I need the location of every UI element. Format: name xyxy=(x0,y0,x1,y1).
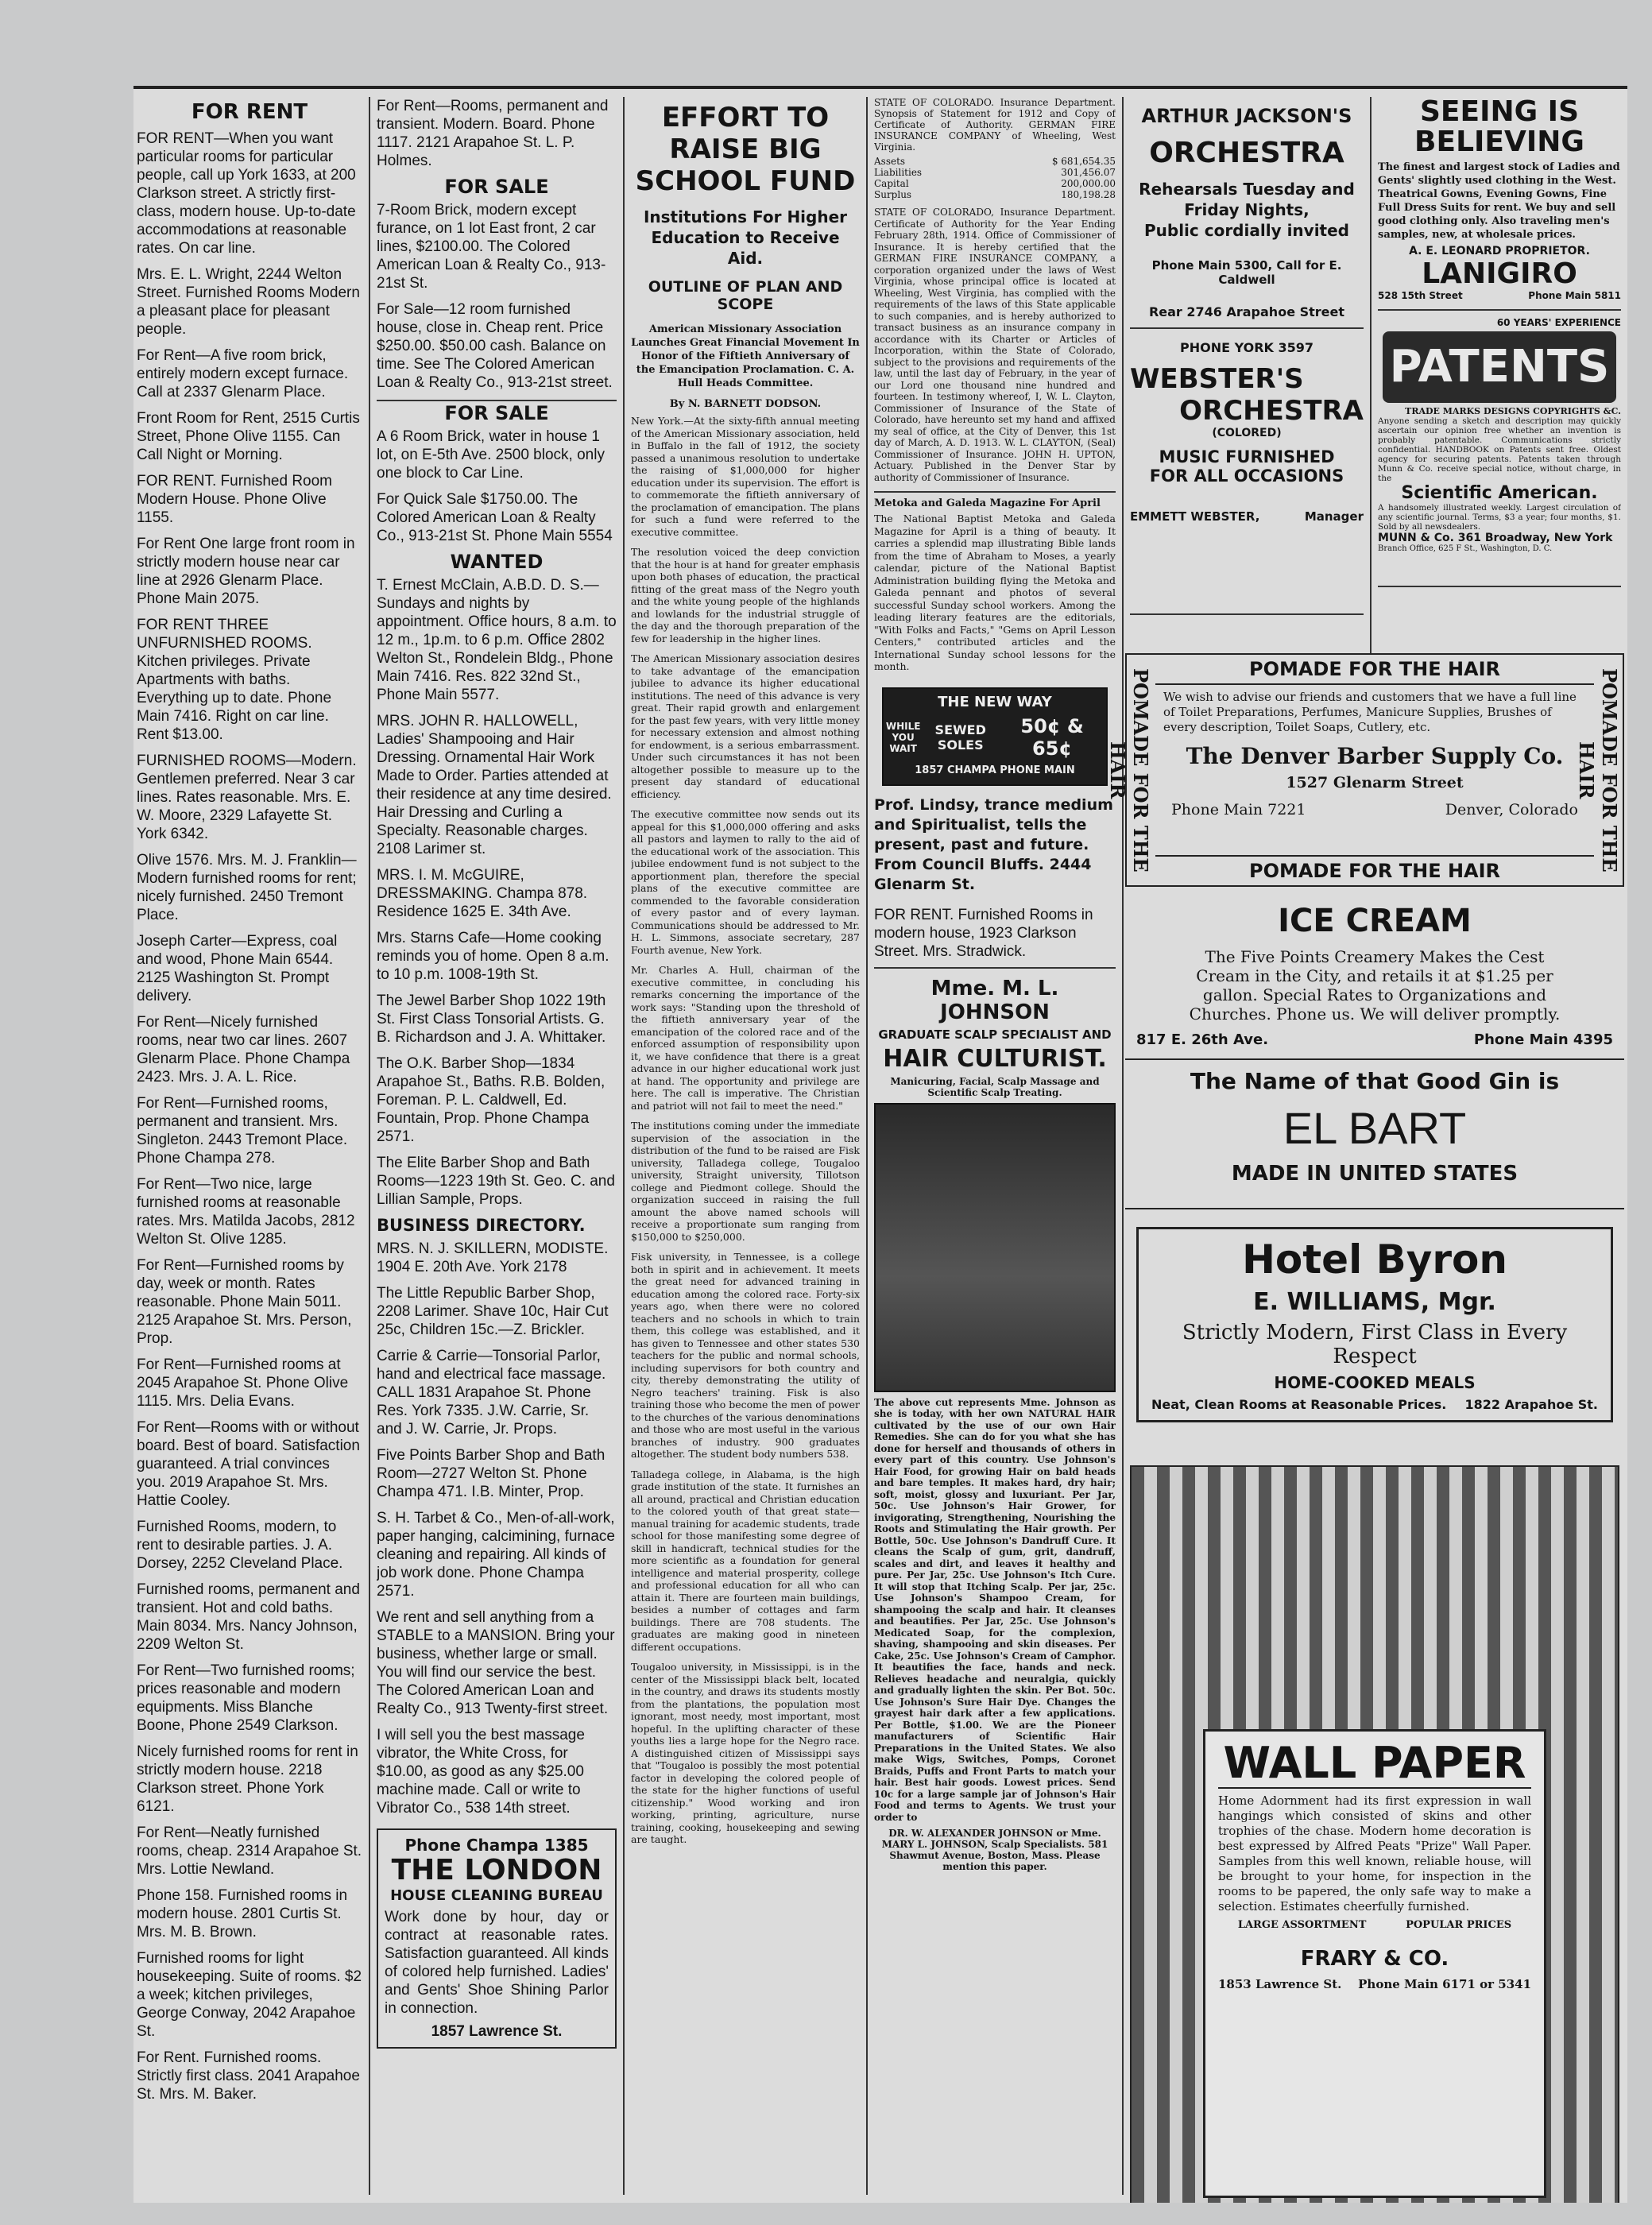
new-way-left: WHILE YOU WAIT xyxy=(885,720,921,754)
london-phone: Phone Champa 1385 xyxy=(404,1836,589,1855)
financial-value: $ 681,654.35 xyxy=(1051,156,1116,167)
financial-label: Liabilities xyxy=(874,167,923,178)
pomade-city: Denver, Colorado xyxy=(1445,801,1578,818)
classified-ad: For Rent One large front room in strictly modern house near car line at 2926 Glenarm Place. Phone Main 2075. xyxy=(137,536,355,607)
wanted-ad: Mrs. Starns Cafe—Home cooking reminds you of home. Open 8 a.m. to 10 p.m. 1008-19th St. xyxy=(377,930,609,983)
sale-ad: A 6 Room Brick, water in house 1 lot, on E-5th Ave. 2500 block, only one block to Car Line. xyxy=(377,428,605,482)
byron-address: 1822 Arapahoe St. xyxy=(1464,1397,1598,1412)
metoka-title: Metoka and Galeda Magazine For April xyxy=(874,497,1101,509)
patents-title: PATENTS xyxy=(1383,331,1616,403)
johnson-ad xyxy=(874,977,1116,1873)
pomade-bottom: POMADE FOR THE HAIR xyxy=(1155,855,1594,885)
lanigiro-address: 528 15th Street xyxy=(1378,290,1463,301)
hotel-byron-ad xyxy=(1136,1227,1613,1422)
johnson-footer: DR. W. ALEXANDER JOHNSON or Mme. MARY L. JOHNSON, Scalp Specialists. 581 Shawmut Avenue, Boston, Mass. Please mention this paper. xyxy=(881,1828,1108,1872)
webster-name: WEBSTER'S xyxy=(1130,363,1304,395)
byron-manager: E. WILLIAMS, Mgr. xyxy=(1253,1288,1496,1316)
classified-ad: For Rent—Neatly furnished rooms, cheap. 2314 Arapahoe St. Mrs. Lottie Newland. xyxy=(137,1824,362,1878)
london-ad xyxy=(377,1828,617,2049)
classified-ad: FOR RENT—When you want particular rooms for particular people, call up York 1633, at 200 Clarkson street. A strictly first-class, modern house. Up-to-date accommodations at reasonable rates. On car line. xyxy=(137,130,356,257)
classified-ad: For Rent. Furnished rooms. Strictly first class. 2041 Arapahoe St. Mrs. M. Baker. xyxy=(137,2049,360,2103)
for-sale-ads-2 xyxy=(377,428,617,545)
ice-cream-address: 817 E. 26th Ave. xyxy=(1136,1031,1269,1048)
article-paragraph: The resolution voiced the deep conviction that the hour is at hand for greater emphasis upon both phases of education, the practical fitting of the great mass of the Negro youth and the white young people of the highlands and lowlands for the industrial struggle of the day and the thorough preparation of the few for leadership in the higher lines. xyxy=(631,546,860,644)
wanted-ad: MRS. I. M. McGUIRE, DRESSMAKING. Champa 878. Residence 1625 E. 34th Ave. xyxy=(377,867,588,920)
lindsy-ad: Prof. Lindsy, trance medium and Spiritualist, tells the present, past and future. From Council Bluffs. 2444 Glenarm St. xyxy=(874,795,1113,893)
business-ad: S. H. Tarbet & Co., Men-of-all-work, paper hanging, calcimining, furnace cleaning and repairing. All kinds of job work done. Phone Champa 2571. xyxy=(377,1510,615,1600)
for-rent-column xyxy=(137,97,362,2195)
jackson-line1: Rehearsals Tuesday and Friday Nights, xyxy=(1139,180,1355,219)
patents-body-2: A handsomely illustrated weekly. Largest circulation of any scientific journal. Terms, $3 a year; four months, $1. Sold by all newsdealers. xyxy=(1378,503,1621,532)
financial-label: Surplus xyxy=(874,189,912,200)
new-way-price: 50¢ & 65¢ xyxy=(1020,714,1084,760)
business-ad: MRS. N. J. SKILLERN, MODISTE. 1904 E. 20th Ave. York 2178 xyxy=(377,1240,609,1275)
jackson-orchestra-ad xyxy=(1130,97,1364,329)
johnson-title: HAIR CULTURIST. xyxy=(883,1044,1107,1073)
jackson-line2: Public cordially invited xyxy=(1143,221,1349,240)
jackson-title: ORCHESTRA xyxy=(1149,137,1344,169)
business-ad: The Little Republic Barber Shop, 2208 Larimer. Shave 10c, Hair Cut 25c, Children 15c.—Z. Brickler. xyxy=(377,1285,609,1338)
pomade-address: 1527 Glenarm Street xyxy=(1286,774,1464,791)
classifieds-column-2 xyxy=(377,97,617,2195)
classified-ad: FOR RENT. Furnished Room Modern House. Phone Olive 1155. xyxy=(137,473,333,526)
for-sale-heading: FOR SALE xyxy=(444,176,549,198)
wall-paper-ad xyxy=(1130,1465,1619,2203)
johnson-services: Manicuring, Facial, Scalp Massage and Scientific Scalp Treating. xyxy=(890,1075,1100,1098)
business-ad: We rent and sell anything from a STABLE to a MANSION. Bring your business, whether large or small. You will find our service the best. The Colored American Loan and Realty Co., 913 Twenty-first street. xyxy=(377,1609,615,1717)
for-rent-ads xyxy=(137,130,362,2103)
wallpaper-tag2: POPULAR PRICES xyxy=(1406,1919,1512,1931)
el-bart-gin-ad xyxy=(1125,1060,1624,1209)
jackson-line3: Phone Main 5300, Call for E. Caldwell xyxy=(1151,258,1342,287)
classified-ad: Mrs. E. L. Wright, 2244 Welton Street. Furnished Rooms Modern a pleasant place for pleasant people. xyxy=(137,266,360,338)
metoka-body: The National Baptist Metoka and Galeda Magazine for April is a thing of beauty. It carries a splendid map illustrating Bible lands from the time of Abraham to Moses, a yearly calendar, picture of the National Baptist Administration building flying the Metoka and Galeda pennant and photos of several successful Sunday school workers. Among the leading literary features are the editorials, "With Folks and Facts," "Gems on April Lesson Centers," contributed articles and the International Sunday school lessons for the month. xyxy=(874,513,1116,672)
financial-row xyxy=(874,167,1116,178)
wanted-ads xyxy=(377,576,617,1209)
patents-marks: TRADE MARKS DESIGNS COPYRIGHTS &C. xyxy=(1405,406,1621,416)
classified-ad: Furnished rooms for light housekeeping. Suite of rooms. $2 a week; kitchen privileges, George Conway, 2042 Arapahoe St. xyxy=(137,1950,362,2040)
classified-ad: Phone 158. Furnished rooms in modern house. 2801 Curtis St. Mrs. M. B. Brown. xyxy=(137,1887,348,1941)
classified-ad: For Rent—A five room brick, entirely modern except furnace. Call at 2337 Glenarm Place. xyxy=(137,347,349,400)
classified-ad: Furnished Rooms, modern, to rent to desirable parties. J. A. Dorsey, 2252 Cleveland Place. xyxy=(137,1519,343,1572)
new-way-shoe-ad xyxy=(882,687,1108,786)
new-way-title: THE NEW WAY xyxy=(938,693,1052,710)
article-paragraph: Talladega college, in Alabama, is the high grade institution of the state. It furnishes an all around, practical and Christian education to the colored youth of that great state—manual training for academic students, trade school for those manifesting some degree of skill in handicraft, technical studies for the more scientific as a foundation for general intelligence and material prosperity, college and professional education for all who can attain it. There are fourteen main buildings, besides a number of cottages and farm buildings. There are 708 students. The graduates are making good in nineteen different occupations. xyxy=(631,1468,860,1653)
webster-manager: Manager xyxy=(1304,509,1364,524)
webster-phone: PHONE YORK 3597 xyxy=(1179,340,1314,355)
classified-ad: For Rent—Rooms with or without board. Best of board. Satisfaction guaranteed. A trial convinces you. 2019 Arapahoe St. Mrs. Hattie Cooley. xyxy=(137,1419,360,1509)
business-directory-ads xyxy=(377,1240,617,1817)
lanigiro-phone: Phone Main 5811 xyxy=(1528,290,1621,301)
pomade-company: The Denver Barber Supply Co. xyxy=(1186,743,1564,769)
insurance-certificate: STATE OF COLORADO, Insurance Department. Certificate of Authority for the Year Ending February 28th, 1914. Office of Commissioner of Insurance. It is hereby certified that the GERMAN FIRE INSURANCE COMPANY, a corporation organized under the laws of West Virginia, whose principal office is located at Wheeling, West Virginia, has complied with the requirements of the laws of this State applicable to such companies, and is hereby authorized to transact business as an insurance company in accordance with its Charter or Articles of Incorporation, within the State of Colorado, subject to the provisions and requirements of the law, until the last day of February, in the year of our Lord one thousand nine hundred and fourteen. In testimony whereof, I, W. L. Clayton, Commissioner of Insurance of the State of Colorado, have hereunto set my hand and affixed my seal of office, at the City of Denver, this 1st day of March, A. D. 1913. W. L. CLAYTON, (Seal) Commissioner of Insurance. JOHN H. UPTON, Actuary. Published in the Denver Star by authority of Commissioner of Insurance. xyxy=(874,207,1116,483)
london-body: Work done by hour, day or contract at reasonable rates. Satisfaction guaranteed. All kinds of colored help furnished. Ladies' and Gents' Shoe Shining Parlor in connection. xyxy=(385,1909,609,2017)
byron-name: Hotel Byron xyxy=(1242,1236,1507,1283)
wanted-ad: T. Ernest McClain, A.B.D. D. S.—Sundays and nights by appointment. Office hours, 8 a.m. to 12 m., 1p.m. to 6 p.m. Office 2802 Welton St., Rondelein Bldg., Phone Main 7416. Res. 822 32nd St., Phone Main 5577. xyxy=(377,577,617,703)
classified-ad: For Rent—Furnished rooms at 2045 Arapahoe St. Phone Olive 1115. Mrs. Delia Evans. xyxy=(137,1356,349,1410)
classified-ad: For Rent—Furnished rooms by day, week or month. Rates reasonable. Phone Main 5011. 2125 Arapahoe St. Mrs. Person, Prop. xyxy=(137,1257,352,1347)
webster-colored: (COLORED) xyxy=(1212,427,1282,439)
new-way-mid: SEWED SOLES xyxy=(934,722,986,753)
financial-row xyxy=(874,178,1116,189)
financial-row xyxy=(874,189,1116,200)
patents-branch: Branch Office, 625 F St., Washington, D. C. xyxy=(1378,544,1553,553)
byron-line3: Neat, Clean Rooms at Reasonable Prices. xyxy=(1151,1397,1447,1412)
business-ad: Carrie & Carrie—Tonsorial Parlor, hand and electrical face massage. CALL 1831 Arapahoe St. Phone Res. York 7335. J.W. Carrie, Sr. and J. W. Carrie, Jr. Props. xyxy=(377,1348,606,1438)
column-rule xyxy=(623,97,625,2195)
lanigiro-name: LANIGIRO xyxy=(1422,257,1577,290)
webster-orchestra-ad xyxy=(1130,329,1364,615)
for-rent-heading: FOR RENT xyxy=(191,100,308,124)
patents-ad xyxy=(1378,311,1621,587)
classified-ad: For Rent—Nicely furnished rooms, near two car lines. 2607 Glenarm Place. Phone Champa 2423. Mrs. J. A. L. Rice. xyxy=(137,1014,350,1085)
seeing-prop: A. E. LEONARD PROPRIETOR. xyxy=(1409,245,1590,257)
article-deck: American Missionary Association Launches Great Financial Movement In Honor of the Fiftieth Anniversary of the Emancipation Proclamation. C. A. Hull Heads Committee. xyxy=(631,323,860,389)
article-paragraph: The executive committee now sends out its appeal for this $1,000,000 offering and asks all pastors and laymen to rally to the aid of the educational work of the association. This jubilee endowment fund is not subject to the apportionment plan, therefore the special plans of the executive committee are commended to the favorable consideration of every pastor and of every layman. Communications should be addressed to Mr. H. L. Simmons, associate secretary, 287 Fourth avenue, New York. xyxy=(631,808,860,956)
wanted-ad: The Elite Barber Shop and Bath Rooms—1223 19th St. Geo. C. and Lillian Sample, Props. xyxy=(377,1155,615,1208)
wide-ads-block xyxy=(1106,653,1624,2203)
johnson-portrait xyxy=(874,1103,1116,1392)
wallpaper-phone: Phone Main 6171 or 5341 xyxy=(1358,1977,1531,1991)
column-rule xyxy=(369,97,370,2195)
classified-ad: FOR RENT THREE UNFURNISHED ROOMS. Kitchen privileges. Private Apartments with baths. Everything up to date. Phone Main 7416. Right on car line. Rent $13.00. xyxy=(137,617,332,743)
wallpaper-tag1: LARGE ASSORTMENT xyxy=(1237,1919,1367,1931)
patents-experience: 60 YEARS' EXPERIENCE xyxy=(1496,317,1621,328)
pomade-body: We wish to advise our friends and customers that we have a full line of Toilet Preparations, Perfumes, Manicure Supplies, Brushes of every description, Toilet Soaps, Cutlery, etc. xyxy=(1163,690,1577,734)
patents-body: Anyone sending a sketch and description may quickly ascertain our opinion free whether an invention is probably patentable. Communications strictly confidential. HANDBOOK on Patents sent free. Oldest agency for securing patents. Patents taken through Munn & Co. receive special notice, without charge, in the xyxy=(1378,416,1621,483)
financial-row xyxy=(874,156,1116,167)
webster-manager-name: EMMETT WEBSTER, xyxy=(1130,509,1260,524)
rent-ad: For Rent—Rooms, permanent and transient. Modern. Board. Phone 1117. 2121 Arapahoe St. L. P. Holmes. xyxy=(377,98,609,169)
ice-cream-title: ICE CREAM xyxy=(1278,903,1472,939)
wallpaper-body: Home Adornment had its first expression in wall hangings which consisted of skins and other trophies of the chase. Modern home decoration is best expressed by Alfred Peats "Prize" Wall Paper. Samples from this well known, reliable house, will be brought to your home, for inspection in the rooms to be papered, the only safe way to make a selection. Estimates cheerfully furnished. xyxy=(1218,1794,1531,1913)
sale-ad: For Quick Sale $1750.00. The Colored American Loan & Realty Co., 913-21st St. Phone Main 5554 xyxy=(377,491,613,544)
wanted-ad: MRS. JOHN R. HALLOWELL, Ladies' Shampooing and Hair Dressing. Ornamental Hair Work Made to Order. Parties attended at their residence at any time desired. Hair Dressing and Curling a Specialty. Reasonable charges. 2108 Larimer st. xyxy=(377,713,612,857)
london-address: 1857 Lawrence St. xyxy=(431,2023,563,2040)
article-subhead: Institutions For Higher Education to Receive Aid. xyxy=(643,207,848,268)
johnson-name: Mme. M. L. JOHNSON xyxy=(930,976,1059,1024)
classified-ad: For Rent—Furnished rooms, permanent and transient. Mrs. Singleton. 2443 Tremont Place. Phone Champa 278. xyxy=(137,1095,348,1167)
insurance-financials xyxy=(874,156,1116,200)
wanted-heading: WANTED xyxy=(450,551,544,573)
pomade-side-right: POMADE FOR THE HAIR xyxy=(1575,668,1621,873)
ice-cream-ad xyxy=(1125,893,1624,1060)
wanted-ad: The O.K. Barber Shop—1834 Arapahoe St., Baths. R.B. Bolden, Foreman. P. L. Caldwell, Ed. Fountain, Prop. Phone Champa 2571. xyxy=(377,1055,605,1145)
wallpaper-company: FRARY & CO. xyxy=(1300,1947,1449,1971)
wallpaper-title: WALL PAPER xyxy=(1218,1739,1531,1789)
financial-value: 200,000.00 xyxy=(1061,178,1116,189)
gin-line2: MADE IN UNITED STATES xyxy=(1231,1162,1519,1186)
article-column xyxy=(631,97,860,2195)
wallpaper-address: 1853 Lawrence St. xyxy=(1218,1977,1342,1991)
classified-ad: FURNISHED ROOMS—Modern. Gentlemen preferred. Near 3 car lines. Rates reasonable. Mrs. E. W. Moore, 2329 Lafayette St. York 6342. xyxy=(137,753,357,842)
webster-title: ORCHESTRA xyxy=(1179,395,1364,427)
classified-ad: Olive 1576. Mrs. M. J. Franklin—Modern furnished rooms for rent; nicely furnished. 2450 Tremont Place. xyxy=(137,852,357,923)
byron-line2: HOME-COOKED MEALS xyxy=(1274,1373,1476,1392)
classified-ad: For Rent—Two nice, large furnished rooms at reasonable rates. Mrs. Matilda Jacobs, 2812 Welton St. Olive 1285. xyxy=(137,1176,355,1248)
business-ad: I will sell you the best massage vibrator, the White Cross, for $10.00, as good as any $25.00 machine made. Call or write to Vibrator Co., 538 14th street. xyxy=(377,1727,585,1817)
ice-cream-body: The Five Points Creamery Makes the Cest Cream in the City, and retails it at $1.25 per gallon. Special Rates to Organizations and Churches. Phone us. We will deliver promptly. xyxy=(1189,947,1561,1023)
rent-ad-2: FOR RENT. Furnished Rooms in modern house, 1923 Clarkson Street. Mrs. Stradwick. xyxy=(874,906,1116,969)
financial-value: 180,198.28 xyxy=(1061,189,1116,200)
london-subtitle: HOUSE CLEANING BUREAU xyxy=(390,1887,603,1904)
article-paragraph: New York.—At the sixty-fifth annual meeting of the American Missionary association, held in Buffalo in the fall of 1912, the society passed a unanimous resolution to undertake the raising of $1,000,000 for higher education under its supervision. The effort is to commemorate the fiftieth anniversary of the proclamation of emancipation. The plans for such a fund were referred to the executive committee. xyxy=(631,415,860,538)
patents-munn: MUNN & Co. 361 Broadway, New York xyxy=(1378,532,1613,544)
article-paragraph: The institutions coming under the immediate supervision of the association in the distribution of the fund to be raised are Fisk university, Talladega college, Tougaloo university, Straight university, Tillotson college and Piedmont college. Should the organization succeed in raising the full amount the above named schools will receive a proportionate sum ranging from $150,000 to $250,000. xyxy=(631,1120,860,1243)
london-name: THE LONDON xyxy=(391,1854,602,1886)
seeing-believing-ad xyxy=(1378,97,1621,311)
sale-ad: For Sale—12 room furnished house, close in. Cheap rent. Price $250.00. $50.00 cash. Balance on time. See The Colored American Loan & Realty Co., 913-21st street. xyxy=(377,301,613,391)
seeing-line1: SEEING IS xyxy=(1419,97,1580,128)
classified-ad: Front Room for Rent, 2515 Curtis Street, Phone Olive 1155. Can Call Night or Morning. xyxy=(137,410,360,463)
jackson-line4: Rear 2746 Arapahoe Street xyxy=(1148,304,1345,319)
sale-ad: 7-Room Brick, modern except furance, on 1 lot East front, 2 car lines, $2100.00. The Colored American Loan & Realty Co., 913-21st St. xyxy=(377,202,606,292)
article-headline: EFFORT TO RAISE BIG SCHOOL FUND xyxy=(635,102,856,197)
article-byline: By N. BARNETT DODSON. xyxy=(669,398,822,410)
insurance-synopsis: STATE OF COLORADO. Insurance Department. Synopsis of Statement for 1912 and Copy of Certificate of Authority. GERMAN FIRE INSURANCE COMPANY of Wheeling, West Virginia. xyxy=(874,97,1116,153)
patents-sciam: Scientific American. xyxy=(1401,483,1598,503)
wanted-ad: The Jewel Barber Shop 1022 19th St. First Class Tonsorial Artists. G. B. Richardson and J. A. Whittaker. xyxy=(377,993,606,1046)
pomade-phone: Phone Main 7221 xyxy=(1171,801,1306,818)
classified-ad: Nicely furnished rooms for rent in strictly modern house. 2218 Clarkson street. Phone York 6121. xyxy=(137,1743,358,1815)
johnson-subtitle: GRADUATE SCALP SPECIALIST AND xyxy=(878,1027,1112,1042)
business-ad: Five Points Barber Shop and Bath Room—2727 Welton St. Phone Champa 471. I.B. Minter, Prop. xyxy=(377,1447,605,1500)
article-paragraph: Tougaloo university, in Mississippi, is in the center of the Mississippi black belt, located in the country, and draws its students mostly from the plantations, the population most ignorant, most needy, most important, most hopeful. In the uplifting character of these youths lies a large hope for the Negro race. A distinguished citizen of Mississippi says that "Tougaloo is possibly the most potential factor in developing the colored people of the state for the higher functions of useful citizenship." Wood working and iron working, printing, agriculture, nurse training, cooking, housekeeping and sewing are taught. xyxy=(631,1661,860,1845)
new-way-bottom: 1857 CHAMPA PHONE MAIN xyxy=(915,764,1075,776)
byron-line1: Strictly Modern, First Class in Every Respect xyxy=(1182,1321,1568,1368)
webster-line1: MUSIC FURNISHED xyxy=(1159,447,1335,466)
classified-ad: Joseph Carter—Express, coal and wood, Phone Main 6544. 2125 Washington St. Prompt delivery. xyxy=(137,933,338,1004)
classified-ad: For Rent—Two furnished rooms; prices reasonable and modern equipments. Miss Blanche Boone, Phone 2549 Clarkson. xyxy=(137,1662,355,1734)
for-sale-heading-2: FOR SALE xyxy=(377,400,617,423)
financial-label: Assets xyxy=(874,156,906,167)
gin-line1: The Name of that Good Gin is xyxy=(1190,1068,1560,1094)
financial-label: Capital xyxy=(874,178,909,189)
pomade-side-left: POMADE FOR THE HAIR xyxy=(1106,668,1152,873)
classified-ad: Furnished rooms, permanent and transient. Hot and cold baths. Main 8034. Mrs. Nancy Johnson, 2209 Welton St. xyxy=(137,1581,360,1653)
seeing-line2: BELIEVING xyxy=(1414,126,1584,158)
column-rule xyxy=(866,97,868,2195)
pomade-ad xyxy=(1106,653,1624,887)
for-sale-ads xyxy=(377,201,617,392)
gin-name: EL BART xyxy=(1283,1103,1467,1153)
article-paragraph: Mr. Charles A. Hull, chairman of the executive committee, in concluding his remarks concerning the importance of the work says: "Standing upon the threshold of the fiftieth anniversary year of the emancipation of the colored race and of the enforced assumption of responsibility upon it, we have confidence that there is a great advance in our higher educational work just at hand. The opportunity and privilege are here. The call is imperative. The Christian and patriot will not fail to meet the need." xyxy=(631,964,860,1112)
johnson-body: The above cut represents Mme. Johnson as she is today, with her own NATURAL HAIR cultivated by the use of our own Hair Remedies. She can do for you what she has done for herself and thousands of others in every part of this country. Use Johnson's Hair Food, for growing Hair on bald heads and bare temples. It makes hard, dry hair; soft, moist, glossy and luxuriant. Per Jar, 50c. Use Johnson's Hair Grower, for invigorating, Strengthening, Nourishing the Roots and Stimulating the Hair growth. Per Bottle, 50c. Use Johnson's Dandruff Cure. It cleans the Scalp of gum, grit, dandruff, scales and dirt, and leaves it healthy and pure. Per Jar, 25c. Use Johnson's Itch Cure. It will stop that Itching Scalp. Per jar, 25c. Use Johnson's Shampoo Cream, for shampooing the scalp and hair. It cleanses and beautifies. Per Jar, 25c. Use Johnson's Medicated Soap, for the complexion, shaving, shampooing and skin diseases. Per Cake, 25c. Use Johnson's Cream of Camphor. It beautifies the face, hands and neck. Relieves headache and neuralgia, quickly and gradually lighten the skin. Per Bot. 50c. Use Johnson's Sure Hair Dye. Changes the grayest hair dark after a few applications. Per Bottle, $1.00. We are the Pioneer manufacturers of Scientific Hair Preparations in the United States. We also make Wigs, Switches, Pomps, Coronet Braids, Puffs and Front Parts to match your hair. Best hair goods. Lowest prices. Send 10c for a large sample jar of Johnson's Hair Food and terms to Agents. We trust your order to xyxy=(874,1396,1116,1823)
financial-value: 301,456.07 xyxy=(1061,167,1116,178)
webster-line2: FOR ALL OCCASIONS xyxy=(1149,466,1344,486)
article-paragraph: Fisk university, in Tennessee, is a college both in spirit and in achievement. It meets the great need for advanced training in education among the colored race. Forty-six years ago, when there were no colored teachers and no schools in which to train them, this college was established, and it has given to Tennessee and other states 530 teachers for the public and normal schools, including supervisors for both country and city, thereby demonstrating the utility of Negro teachers' training. Fisk is also training those who become the men of power to the churches of the various denominations and those who are most useful in the various branches of industry. 900 graduates altogether. The student body numbers 538. xyxy=(631,1251,860,1460)
article-paragraph: The American Missionary association desires to take advantage of the emancipation jubilee to advance its higher educational institutions. The need of this advance is very great. Their rapid growth and enlargement for the past few years, with very little money for necessary extension and almost nothing for endowment, is a serious embarrassment. Under such circumstances it has not been altogether possible to measure up to the present day standard of educational efficiency. xyxy=(631,652,860,800)
newspaper-page xyxy=(133,86,1627,2203)
column-rule xyxy=(1122,97,1124,2195)
jackson-name: ARTHUR JACKSON'S xyxy=(1141,105,1352,127)
article-subhead-2: OUTLINE OF PLAN AND SCOPE xyxy=(648,278,843,313)
business-directory-heading: BUSINESS DIRECTORY. xyxy=(377,1216,586,1235)
pomade-title: POMADE FOR THE HAIR xyxy=(1155,655,1594,685)
article-body xyxy=(631,415,860,1846)
notices-column xyxy=(874,97,1116,2195)
seeing-body: The finest and largest stock of Ladies and Gents' slightly used clothing in the West. Theatrical Gowns, Evening Gowns, Fine Full Dress Suits for rent. We buy and sell good clothing only. Also traveling men's samples, new, at wholesale prices. xyxy=(1378,161,1620,241)
ice-cream-phone: Phone Main 4395 xyxy=(1473,1031,1613,1048)
